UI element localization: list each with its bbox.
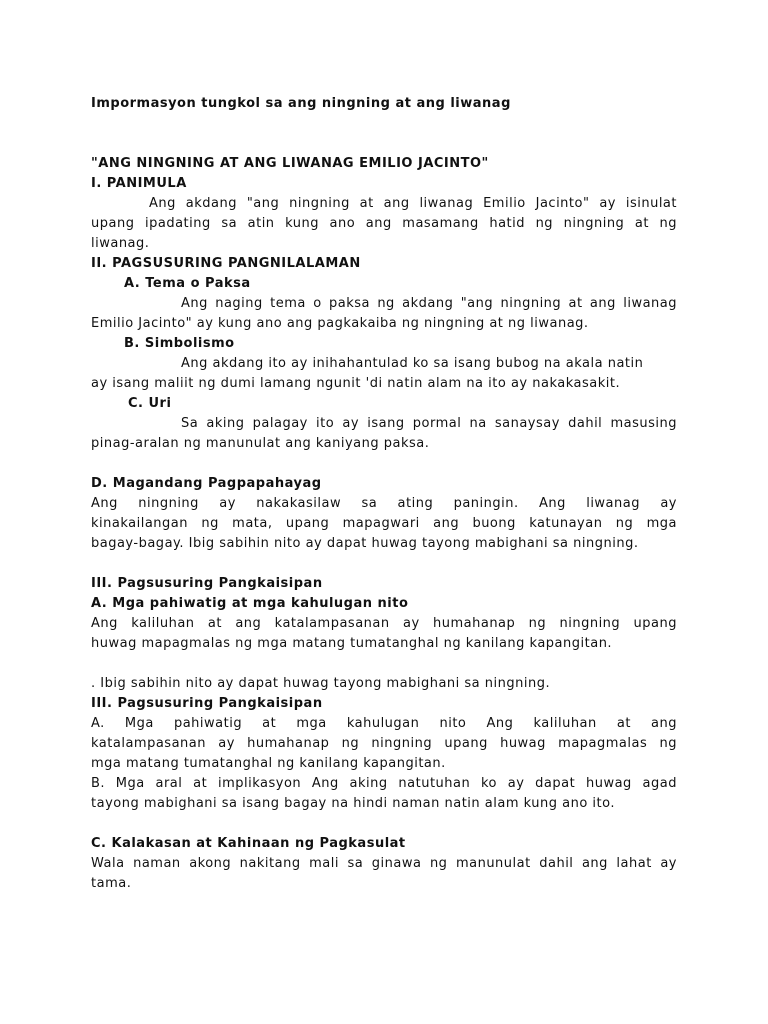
- kalakasan-line-2: tama.: [91, 876, 132, 891]
- uri-line-2: pinag-aralan ng manunulat ang kaniyang paksa.: [91, 436, 430, 451]
- section-pangkaisipan-heading-2: III. Pagsusuring Pangkaisipan: [91, 696, 323, 711]
- section-panimula-heading: I. PANIMULA: [91, 176, 187, 191]
- pagpapahayag-line-1: Ang ningning ay nakakasilaw sa ating paningin. Ang liwanag ay: [91, 496, 677, 511]
- simbolismo-line-1: Ang akdang ito ay inihahantulad ko sa isang bubog na akala natin: [181, 356, 644, 371]
- tema-line-1: Ang naging tema o paksa ng akdang "ang ningning at ang liwanag: [181, 296, 677, 311]
- subsection-kalakasan-heading: C. Kalakasan at Kahinaan ng Pagkasulat: [91, 836, 406, 851]
- subsection-tema-heading: A. Tema o Paksa: [124, 276, 251, 291]
- summary-line: . Ibig sabihin nito ay dapat huwag tayong mabighani sa ningning.: [91, 676, 551, 691]
- section-pangkaisipan-heading: III. Pagsusuring Pangkaisipan: [91, 576, 323, 591]
- pahiwatig-2-line-1: A. Mga pahiwatig at mga kahulugan nito Ang kaliluhan at ang: [91, 716, 677, 731]
- subsection-uri-heading: C. Uri: [128, 396, 172, 411]
- pahiwatig-line-1: Ang kaliluhan at ang katalampasanan ay humahanap ng ningning upang: [91, 616, 677, 631]
- pagpapahayag-line-3: bagay-bagay. Ibig sabihin nito ay dapat huwag tayong mabighani sa ningning.: [91, 536, 639, 551]
- document-title: Impormasyon tungkol sa ang ningning at ang liwanag: [91, 96, 511, 111]
- subsection-simbolismo-heading: B. Simbolismo: [124, 336, 235, 351]
- pagpapahayag-line-2: kinakailangan ng mata, upang mapagwari ang buong katunayan ng mga: [91, 516, 677, 531]
- essay-heading: "ANG NINGNING AT ANG LIWANAG EMILIO JACINTO": [91, 156, 489, 171]
- panimula-line-1: Ang akdang "ang ningning at ang liwanag Emilio Jacinto" ay isinulat: [149, 196, 677, 211]
- pahiwatig-line-2: huwag mapagmalas ng mga matang tumatanghal ng kanilang kapangitan.: [91, 636, 613, 651]
- pahiwatig-2-line-3: mga matang tumatanghal ng kanilang kapangitan.: [91, 756, 446, 771]
- section-pangnilalaman-heading: II. PAGSUSURING PANGNILALAMAN: [91, 256, 361, 271]
- document-page: [91, 94, 677, 894]
- kalakasan-line-1: Wala naman akong nakitang mali sa ginawa ng manunulat dahil ang lahat ay: [91, 856, 677, 871]
- tema-line-2: Emilio Jacinto" ay kung ano ang pagkakaiba ng ningning at ng liwanag.: [91, 316, 589, 331]
- uri-line-1: Sa aking palagay ito ay isang pormal na sanaysay dahil masusing: [181, 416, 677, 431]
- panimula-line-3: liwanag.: [91, 236, 150, 251]
- subsection-pahiwatig-heading: A. Mga pahiwatig at mga kahulugan nito: [91, 596, 409, 611]
- pahiwatig-2-line-2: katalampasanan ay humahanap ng ningning upang huwag mapagmalas ng: [91, 736, 677, 751]
- panimula-line-2: upang ipadating sa atin kung ano ang masamang hatid ng ningning at ng: [91, 216, 677, 231]
- aral-line-2: tayong mabighani sa isang bagay na hindi naman natin alam kung ano ito.: [91, 796, 615, 811]
- subsection-pagpapahayag-heading: D. Magandang Pagpapahayag: [91, 476, 322, 491]
- aral-line-1: B. Mga aral at implikasyon Ang aking natutuhan ko ay dapat huwag agad: [91, 776, 677, 791]
- simbolismo-line-2: ay isang maliit ng dumi lamang ngunit 'di natin alam na ito ay nakakasakit.: [91, 376, 621, 391]
